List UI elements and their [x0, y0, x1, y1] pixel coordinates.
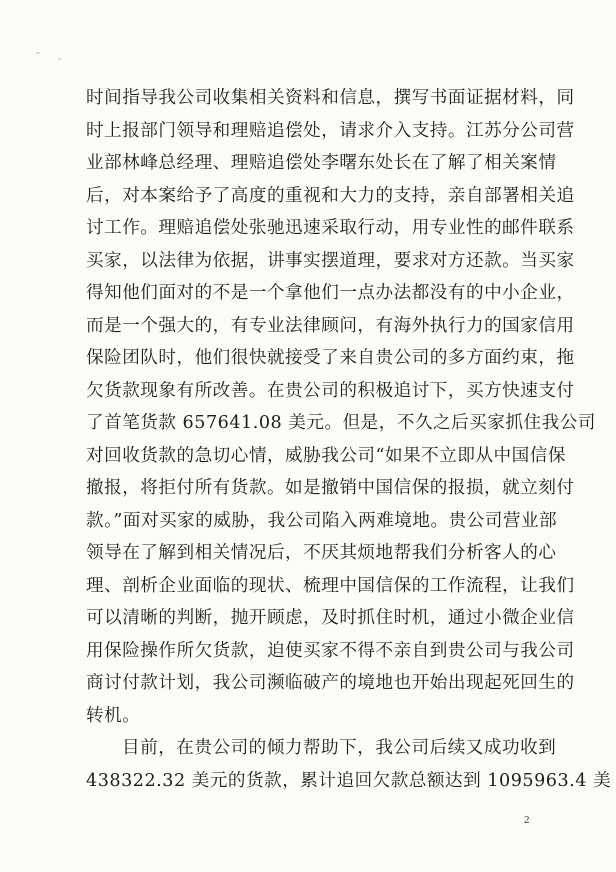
text-line: 后，对本案给予了高度的重视和大力的支持，亲自部署相关追 — [86, 185, 575, 206]
text-line: 理、剖析企业面临的现状、梳理中国信保的工作流程，让我们 — [86, 575, 575, 596]
scan-mark — [58, 58, 61, 60]
text-line: 438322.32 美元的货款，累计追回欠款总额达到 1095963.4 美 — [86, 770, 612, 791]
text-line: 了首笔货款 657641.08 美元。但是，不久之后买家抓住我公司 — [86, 413, 596, 433]
text-line: 商讨付款计划，我公司濒临破产的境地也开始出现起死回生的 — [86, 673, 575, 693]
text-line: 转机。 — [86, 705, 141, 726]
scan-mark — [36, 52, 40, 54]
text-line: 保险团队时，他们很快就接受了来自贵公司的多方面约束，拖 — [86, 348, 575, 368]
text-line: 欠货款现象有所改善。在贵公司的积极追讨下，买方快速支付 — [86, 380, 575, 401]
text-line: 而是一个强大的，有专业法律顾问，有海外执行力的国家信用 — [86, 315, 575, 336]
text-line: 业部林峰总经理、理赔追偿处李曙东处长在了解了相关案情 — [86, 153, 557, 173]
text-line: 领导在了解到相关情况后，不厌其烦地帮我们分析客人的心 — [86, 543, 557, 563]
text-line: 得知他们面对的不是一个拿他们一点办法都没有的中小企业， — [86, 283, 575, 303]
text-line: 目前，在贵公司的倾力帮助下，我公司后续又成功收到 — [122, 738, 557, 758]
text-line: 撤报，将拒付所有货款。如是撤销中国信保的报损，就立刻付 — [86, 478, 575, 498]
text-line: 买家，以法律为依据，讲事实摆道理，要求对方还款。当买家 — [86, 250, 575, 271]
letter-body — [86, 82, 612, 797]
text-line: 可以清晰的判断，抛开顾虑，及时抓住时机，通过小微企业信 — [86, 608, 575, 628]
paragraph — [86, 732, 612, 797]
text-line: 时上报部门领导和理赔追偿处，请求介入支持。江苏分公司营 — [86, 120, 575, 141]
text-line: 款。”面对买家的威胁，我公司陷入两难境地。贵公司营业部 — [86, 510, 558, 531]
text-line: 用保险操作所欠货款，迫使买家不得不亲自到贵公司与我公司 — [86, 640, 575, 661]
paragraph — [86, 82, 596, 732]
page-number: 2 — [524, 814, 530, 826]
text-line: 时间指导我公司收集相关资料和信息，撰写书面证据材料，同 — [86, 88, 575, 108]
text-line: 讨工作。理赔追偿处张驰迅速采取行动，用专业性的邮件联系 — [86, 218, 575, 238]
text-line: 对回收货款的急切心情，威胁我公司“如果不立即从中国信保 — [86, 445, 566, 466]
